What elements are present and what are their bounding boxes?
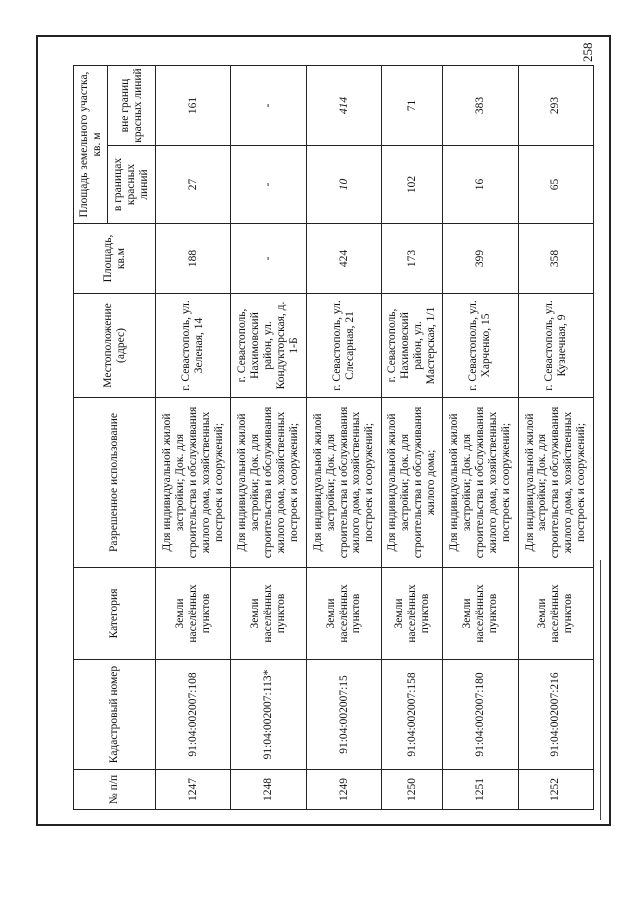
cell-use: Для индивидуальной жилой застройки; Док. для строительства и обслуживания жилого дома, хозяйственных построек и сооружений; <box>231 398 306 568</box>
cell-use: Для индивидуальной жилой застройки; Док. для строительства и обслуживания жилого дома; <box>382 398 443 568</box>
header-within: в границах красных линий <box>108 146 156 224</box>
header-area: Площадь, кв.м <box>74 224 156 294</box>
cell-num: 1250 <box>382 770 443 810</box>
header-outside: вне границ красных линий <box>108 66 156 146</box>
cell-within: 65 <box>518 146 593 224</box>
cell-within: 102 <box>382 146 443 224</box>
cell-category: Земли населённых пунктов <box>306 568 381 660</box>
cell-area: 399 <box>443 224 518 294</box>
cell-outside: 383 <box>443 66 518 146</box>
cell-within: - <box>231 146 306 224</box>
cell-within: 10 <box>306 146 381 224</box>
cell-use: Для индивидуальной жилой застройки; Док. для строительства и обслуживания жилого дома, хозяйственных построек и сооружений; <box>518 398 593 568</box>
table-row <box>156 66 231 810</box>
cell-category: Земли населённых пунктов <box>443 568 518 660</box>
cell-location: г. Севастополь, Нахимовский район, ул. Мастерская, 1/1 <box>382 294 443 398</box>
cell-area: 188 <box>156 224 231 294</box>
page-number: 258 <box>580 42 595 62</box>
header-plot-area: Площадь земельного участка, кв. м <box>74 66 108 224</box>
cell-cadastral: 91:04:002007:15 <box>306 660 381 770</box>
cell-num: 1249 <box>306 770 381 810</box>
cell-num: 1247 <box>156 770 231 810</box>
header-location: Местоположение (адрес) <box>74 294 156 398</box>
cell-area: 424 <box>306 224 381 294</box>
cell-use: Для индивидуальной жилой застройки; Док. для строительства и обслуживания жилого дома, хозяйственных построек и сооружений; <box>156 398 231 568</box>
table-row <box>231 66 306 810</box>
cell-outside: 71 <box>382 66 443 146</box>
cell-category: Земли населённых пунктов <box>382 568 443 660</box>
cell-location: г. Севастополь, ул. Зеленая, 14 <box>156 294 231 398</box>
table-row <box>518 66 593 810</box>
cell-location: г. Севастополь, ул. Харченко, 15 <box>443 294 518 398</box>
cell-location: г. Севастополь, ул. Слесарная, 21 <box>306 294 381 398</box>
cell-area: - <box>231 224 306 294</box>
cell-area: 173 <box>382 224 443 294</box>
cell-cadastral: 91:04:002007:113* <box>231 660 306 770</box>
footer-rule <box>600 560 601 820</box>
cell-outside: - <box>231 66 306 146</box>
cell-location: г. Севастополь, Нахимовский район, ул. Кондукторская, д. 1-Б <box>231 294 306 398</box>
cell-cadastral: 91:04:002007:180 <box>443 660 518 770</box>
cell-outside: 293 <box>518 66 593 146</box>
cell-within: 16 <box>443 146 518 224</box>
cell-category: Земли населённых пунктов <box>231 568 306 660</box>
cell-num: 1251 <box>443 770 518 810</box>
cell-use: Для индивидуальной жилой застройки; Док. для строительства и обслуживания жилого дома, хозяйственных построек и сооружений; <box>306 398 381 568</box>
land-plots-table <box>73 65 594 810</box>
cell-category: Земли населённых пунктов <box>156 568 231 660</box>
cell-category: Земли населённых пунктов <box>518 568 593 660</box>
table-row <box>382 66 443 810</box>
cell-outside: 414 <box>306 66 381 146</box>
cell-num: 1252 <box>518 770 593 810</box>
header-use: Разрешенное использование <box>74 398 156 568</box>
cell-location: г. Севастополь, ул. Кузнечная, 9 <box>518 294 593 398</box>
cell-within: 27 <box>156 146 231 224</box>
cell-num: 1248 <box>231 770 306 810</box>
header-cadastral: Кадастровый номер <box>74 660 156 770</box>
cell-area: 358 <box>518 224 593 294</box>
rotated-table-container <box>73 66 594 810</box>
table-row <box>443 66 518 810</box>
cell-cadastral: 91:04:002007:216 <box>518 660 593 770</box>
cell-cadastral: 91:04:002007:158 <box>382 660 443 770</box>
table-row <box>306 66 381 810</box>
cell-cadastral: 91:04:002007:108 <box>156 660 231 770</box>
header-category: Категория <box>74 568 156 660</box>
header-num: № п/п <box>74 770 156 810</box>
cell-outside: 161 <box>156 66 231 146</box>
cell-use: Для индивидуальной жилой застройки; Док. для строительства и обслуживания жилого дома, хозяйственных построек и сооружений; <box>443 398 518 568</box>
